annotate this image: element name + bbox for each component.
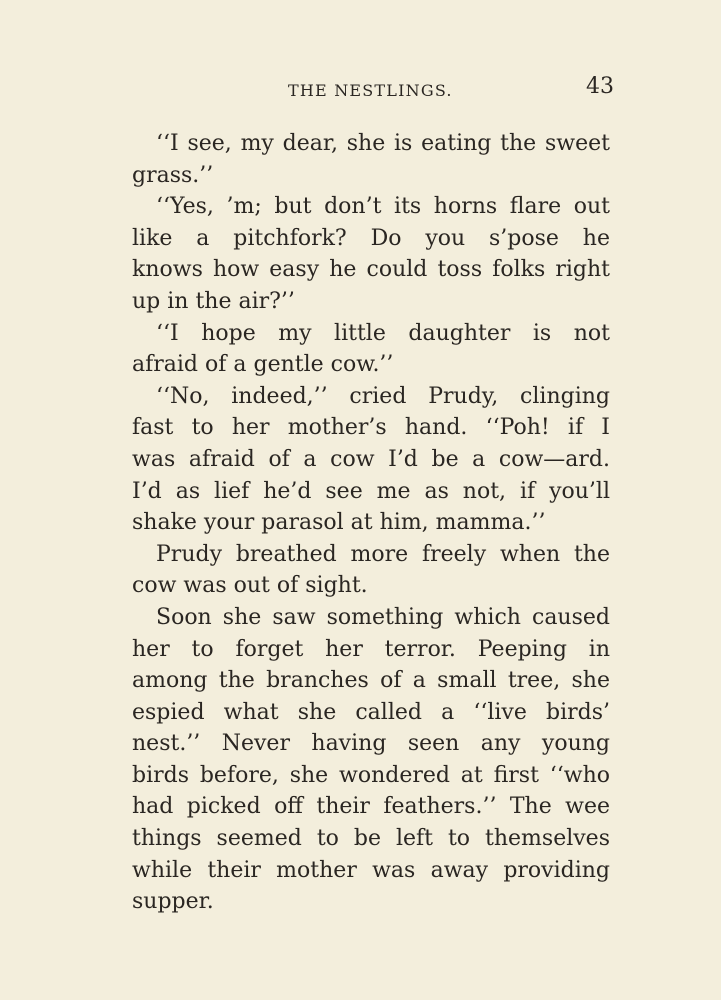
body-text [132, 128, 610, 918]
text-line: Prudy breathed more freely when the [156, 541, 610, 567]
text-line: ‘‘I see, my dear, she is eating the sweet [156, 131, 610, 156]
text-line: ‘‘I hope my little daughter is not [156, 320, 610, 346]
text-line: was afraid of a cow I’d be a cow—ard. [132, 446, 610, 472]
text-line: nest.’’ Never having seen any young [132, 731, 610, 757]
running-title: THE NESTLINGS. [288, 81, 453, 100]
text-line: knows how easy he could toss folks right [132, 257, 610, 283]
text-line: birds before, she wondered at first ‘‘who [132, 762, 610, 788]
text-line: I’d as lief he’d see me as not, if you’ll [132, 478, 610, 504]
text-line: shake your parasol at him, mamma.’’ [132, 510, 546, 536]
text-line: among the branches of a small tree, she [132, 668, 610, 694]
text-line: fast to her mother’s hand. ‘‘Poh! if I [132, 415, 610, 441]
text-line: while their mother was away providing [132, 857, 610, 883]
text-line: ‘‘No, indeed,’’ cried Prudy, clinging [156, 383, 610, 409]
page-number: 43 [586, 74, 614, 99]
text-line: like a pitchfork? Do you s’pose he [132, 225, 610, 251]
text-line: espied what she called a ‘‘live birds’ [132, 699, 610, 725]
text-line: afraid of a gentle cow.’’ [132, 352, 394, 378]
text-line: her to forget her terror. Peeping in [132, 636, 610, 662]
text-line: up in the air?’’ [132, 288, 295, 314]
running-head [0, 74, 721, 104]
text-line: had picked off their feathers.’’ The wee [132, 794, 610, 820]
text-line: supper. [132, 889, 214, 915]
text-line: Soon she saw something which caused [156, 604, 610, 630]
text-line: ‘‘Yes, ’m; but don’t its horns flare out [156, 194, 610, 220]
text-line: grass.’’ [132, 162, 214, 188]
text-line: cow was out of sight. [132, 573, 368, 599]
text-line: things seemed to be left to themselves [132, 826, 610, 852]
